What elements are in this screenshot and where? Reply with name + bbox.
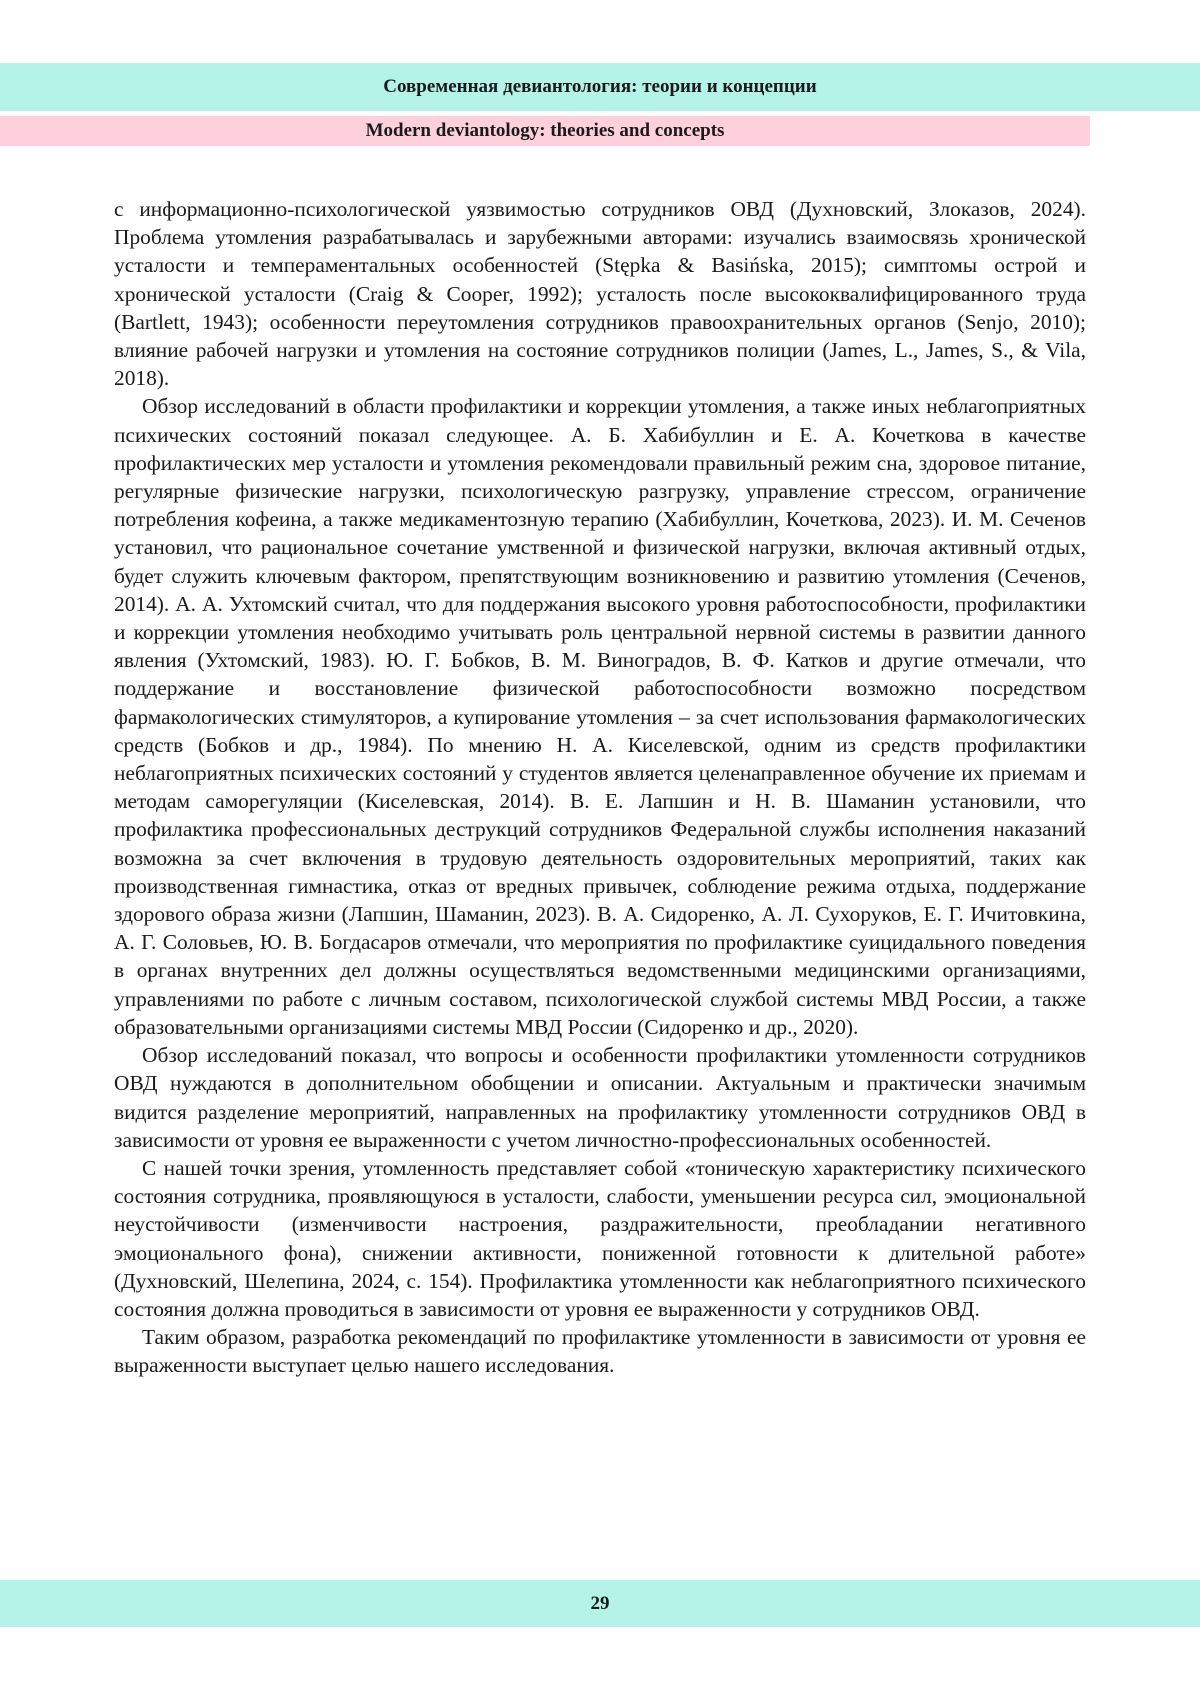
paragraph-2: Обзор исследований в области профилактики и коррекции утомления, а также иных неблагоприятных психических состояний показал следующее. А. Б. Хабибуллин и Е. А. Кочеткова в качестве профилактических мер усталости и утомления рекомендовали правильный режим сна, здоровое питание, регулярные физические нагрузки, психологическую разгрузку, управление стрессом, ограничение потребления кофеина, а также медикаментозную терапию (Хабибуллин, Кочеткова, 2023). И. М. Сеченов установил, что рациональное сочетание умственной и физической нагрузки, включая активный отдых, будет служить ключевым фактором, препятствующим возникновению и развитию утомления (Сеченов, 2014). А. А. Ухтомский считал, что для поддержания высокого уровня работоспособности, профилактики и коррекции утомления необходимо учитывать роль центральной нервной системы в развитии данного явления (Ухтомский, 1983). Ю. Г. Бобков, В. М. Виноградов, В. Ф. Катков и другие отмечали, что поддержание и восстановление физической работоспособности возможно посредством фармакологических стимуляторов, а купирование утомления – за счет использования фармакологических средств (Бобков и др., 1984). По мнению Н. А. Киселевской, одним из средств профилактики неблагоприятных психических состояний у студентов является целенаправленное обучение их приемам и методам саморегуляции (Киселевская, 2014). В. Е. Лапшин и Н. В. Шаманин установили, что профилактика профессиональных деструкций сотрудников Федеральной службы исполнения наказаний возможна за счет включения в трудовую деятельность оздоровительных мероприятий, таких как производственная гимнастика, отказ от вредных привычек, соблюдение режима отдыха, поддержание здорового образа жизни (Лапшин, Шаманин, 2023). В. А. Сидоренко, А. Л. Сухоруков, Е. Г. Ичитовкина, А. Г. Соловьев, Ю. В. Богдасаров отмечали, что мероприятия по профилактике суицидального поведения в органах внутренних дел должны осуществляться ведомственными медицинскими организациями, управлениями по работе с личным составом, психологической службой системы МВД России, а также образовательными организациями системы МВД России (Сидоренко и др., 2020). — [114, 394, 1086, 1039]
journal-section-title-ru — [0, 63, 1200, 111]
journal-section-title-en — [0, 116, 1090, 146]
paragraph-3: Обзор исследований показал, что вопросы и особенности профилактики утомленности сотрудников ОВД нуждаются в дополнительном обобщении и описании. Актуальным и практически значимым видится разделение мероприятий, направленных на профилактику утомленности сотрудников ОВД в зависимости от уровня ее выраженности с учетом личностно-профессиональных особенностей. — [114, 1043, 1086, 1152]
paragraph-5: Таким образом, разработка рекомендаций по профилактике утомленности в зависимости от уровня ее выраженности выступает целью нашего исследования. — [114, 1325, 1086, 1378]
paragraph-1: с информационно-психологической уязвимостью сотрудников ОВД (Духновский, Злоказов, 2024). Проблема утомления разрабатывалась и зарубежными авторами: изучались взаимосвязь хронической усталости и темпераментальных особенностей (Stępka & Basińska, 2015); симптомы острой и хронической усталости (Craig & Cooper, 1992); усталость после высококвалифицированного труда (Bartlett, 1943); особенности переутомления сотрудников правоохранительных органов (Senjo, 2010); влияние рабочей нагрузки и утомления на состояние сотрудников полиции (James, L., James, S., & Vila, 2018). — [114, 197, 1086, 391]
journal-section-title-en-text: Modern deviantology: theories and concepts — [365, 120, 725, 141]
page-number: 29 — [590, 1592, 610, 1614]
page-footer — [0, 1580, 1200, 1627]
paragraph-4: С нашей точки зрения, утомленность представляет собой «тоническую характеристику психического состояния сотрудника, проявляющуюся в усталости, слабости, уменьшении ресурса сил, эмоциональной неустойчивости (изменчивости настроения, раздражительности, преобладании негативного эмоционального фона), снижении активности, пониженной готовности к длительной работе» (Духновский, Шелепина, 2024, с. 154). Профилактика утомленности как неблагоприятного психического состояния должна проводиться в зависимости от уровня ее выраженности у сотрудников ОВД. — [114, 1155, 1086, 1321]
article-body — [114, 195, 1086, 1380]
journal-section-title-ru-text: Современная девиантология: теории и концепции — [383, 76, 817, 97]
